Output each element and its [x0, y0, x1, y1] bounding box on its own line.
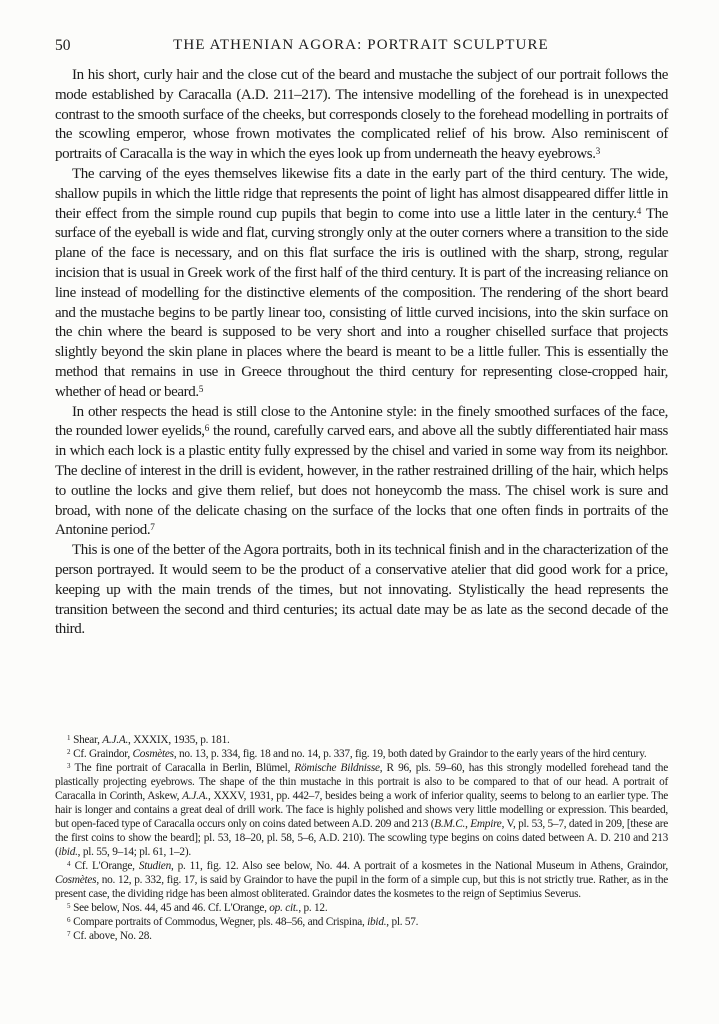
footnote: $^7$ Cf. above, No. 28.	[67, 929, 152, 942]
footnote: $^5$ See below, Nos. 44, 45 and 46. Cf. L'Orange, op. cit., p. 12.	[67, 901, 328, 914]
body-text	[55, 66, 668, 640]
body-paragraph: In his short, curly hair and the close cut of the beard and mustache the subject of our portrait follows the mode established by Caracalla (A.D. 211–217). The intensive modelling of the forehead is in unexpected contrast to the smooth surface of the cheeks, but corresponds closely to the forehead modelling in portraits of the scowling emperor, whose frown motivates the complicated relief of his brow. Also reminiscent of portraits of Caracalla is the way in which the eyes look up from underneath the heavy eyebrows.$^3$	[55, 67, 668, 163]
footnote: $^2$ Cf. Graindor, Cosmètes, no. 13, p. 334, fig. 18 and no. 14, p. 337, fig. 19, both dated by Graindor to the early years of the hird century.	[67, 747, 647, 760]
body-paragraph: The carving of the eyes themselves likewise fits a date in the early part of the third century. The wide, shallow pupils in which the little ridge that represents the point of light has almost disappeared differ little in their effect from the simple round cup pupils that begin to come into use a little later in the century.$^4$ The surface of the eyeball is wide and flat, curving strongly only at the outer corners where a transition to the side plane of the face is necessary, and on this flat surface the iris is outlined with the sharp, strong, regular incision that is usual in Greek work of the first half of the third century. It is part of the increasing reliance on line instead of modelling for the distinctive elements of the composition. The rendering of the short beard and the mustache begins to be partly linear too, consisting of little curved incisions, into the skin surface on the chin where the beard is supposed to be very short and into a rougher chiselled surface that projects slightly beyond the skin plane in places where the beard is meant to be a little fuller. This is essentially the method that remains in use in Greece throughout the third century for representing close-cropped hair, whether of head or beard.$^5$	[55, 165, 669, 400]
page-header	[55, 37, 667, 55]
footnotes	[55, 733, 668, 943]
running-title: THE ATHENIAN AGORA: PORTRAIT SCULPTURE	[173, 37, 549, 53]
footnote: $^4$ Cf. L'Orange, Studien, p. 11, fig. 12. Also see below, No. 44. A portrait of a kosmetes in the National Museum in Athens, Graindor, Cosmètes, no. 12, p. 332, fig. 17, is said by Graindor to have the pupil in the form of a simple cup, but this is not strictly true. Rather, as in the present case, the dividing ridge has been almost obliterated. Graindor dates the kosmetes to the reign of Septimius Severus.	[55, 859, 668, 900]
footnote: $^3$ The fine portrait of Caracalla in Berlin, Blümel, Römische Bildnisse, R 96, pls. 59–60, has this strongly modelled forehead tand the plastically projecting eyebrows. The shape of the thin mustache in this portrait is also to be compared to that of our head. A portrait of Caracalla in Corinth, Askew, A.J.A., XXXV, 1931, pp. 442–7, besides being a work of inferior quality, seems to belong to an earlier type. The hair is longer and contains a great deal of drill work. The face is highly polished and shows very little modelling or expression. This bearded, but open-faced type of Caracalla occurs only on coins dated between A.D. 209 and 213 (B.M.C., Empire, V, pl. 53, 5–7, dated in 209, [these are the first coins to show the beard]; pl. 53, 18–20, pl. 58, 5–6, A.D. 210). The scowling type begins on coins dated between A. D. 210 and 213 (ibid., pl. 55, 9–14; pl. 61, 1–2).	[55, 761, 669, 858]
page-number: 50	[55, 37, 71, 54]
body-paragraph: In other respects the head is still close to the Antonine style: in the finely smoothed surfaces of the face, the rounded lower eyelids,$^6$ the round, carefully carved ears, and above all the subtly differentiated hair mass in which each lock is a plastic entity fully expressed by the chisel and varied in some way from its neighbor. The decline of interest in the drill is evident, however, in the rather restrained drilling of the hair, which helps to outline the locks and give them relief, but does not honeycomb the mass. The chisel work is sure and broad, with none of the delicate chasing on the surface of the locks that one often finds in portraits of the Antonine period.$^7$	[55, 403, 668, 539]
footnote: $^1$ Shear, A.J.A., XXXIX, 1935, p. 181.	[67, 733, 230, 746]
body-paragraph: This is one of the better of the Agora portraits, both in its technical finish and in the characterization of the person portrayed. It would seem to be the product of a conservative atelier that did good work for a price, keeping up with the main trends of the times, but not innovating. Stylistically the head represents the transition between the second and third centuries; its actual date may be as late as the second decade of the third.	[55, 542, 668, 638]
footnote: $^6$ Compare portraits of Commodus, Wegner, pls. 48–56, and Crispina, ibid., pl. 57.	[67, 915, 419, 928]
